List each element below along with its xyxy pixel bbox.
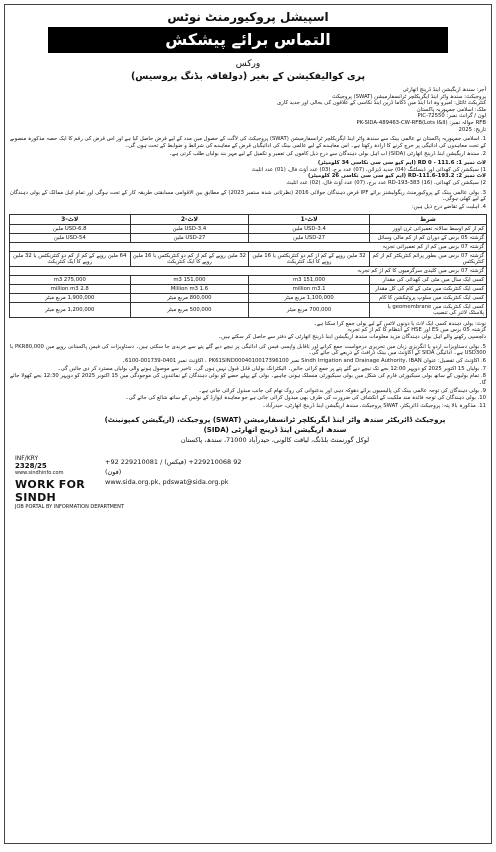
table-row: [10, 284, 487, 293]
note-line: دلچسپی رکھنے والے اہل بولی دہندگان مزید معلومات سندھ اریگیشن اینڈ ڈرینج اتھارٹی کے دفتر سے حاصل کر سکتے ہیں۔: [218, 333, 486, 340]
works-label: ورکس: [235, 59, 261, 69]
table-cell: USD-3.4 ملین: [130, 224, 249, 233]
paragraph: 10. بولی دہندگان کی توجہ فائدہ مند ملکیت کے انکشاف کی ضرورت کی طرف بھی مبذول کرائی جاتی ہے جو معاہدہ ایوارڈ کے نوٹس کے ساتھ شائع کی جائے گی۔: [125, 395, 486, 402]
notice-footer: [5, 415, 491, 510]
table-cell: کسی ایک کنٹریکٹ میں سلوپ پروٹیکشن کا کام: [369, 293, 486, 302]
table-row: [10, 293, 487, 302]
table-row: [10, 242, 487, 251]
paragraph: 4. اہلیت کے تقاضے درج ذیل ہیں:: [412, 204, 486, 211]
table-cell: USD-54 ملین: [10, 233, 131, 242]
numbered-paragraphs: [5, 344, 491, 410]
table-cell: کسی ایک کنٹریکٹ میں geomembrane یا پلاسٹک لائنر کی تنصیب: [369, 302, 486, 317]
lots-list: [5, 160, 491, 186]
paragraph: 2. سندھ اریگیشن اینڈ ڈرینج اتھارٹی (SIDA) اب اہل بولی دہندگان سے درج ذیل کاموں کی تعمیر و تکمیل کے لیے مہر بند بولیاں طلب کرتی ہے۔: [168, 150, 486, 157]
note-line: گزشتہ 05 برس میں ES اور HSE کے انتظام کا کم از کم تجربہ: [347, 327, 486, 334]
logo-tagline: JOB PORTAL BY INFORMATION DEPARTMENT: [15, 503, 124, 510]
table-cell: کم از کم اوسط سالانہ تعمیراتی ٹرن اوور: [369, 224, 486, 233]
project-info-line: ملک: اسلامی جمہوریہ پاکستان: [416, 106, 486, 113]
project-info-line: RFB حوالہ نمبر: PK-SIDA-489463-CW-RFB(Lots I&II): [356, 119, 486, 126]
logo-website: www.sindhinfo.com: [15, 469, 64, 476]
table-cell: 64 ملین روپے کے کم از کم دو کنٹریکٹس یا 32 ملین روپے کا ایک کنٹریکٹ: [10, 251, 131, 266]
table-header-cell: شرط: [369, 214, 486, 224]
table-cell: کسی ایک کنٹریکٹ میں مٹی کے کام کی کل مقدار: [369, 284, 486, 293]
contact-block: [105, 457, 255, 487]
table-cell: کسی ایک سال میں مٹی کی کھدائی کی مقدار: [369, 275, 486, 284]
paragraph: 3. بولی عالمی بینک کے پروکیورمنٹ ریگولیشنز برائے IPF قرض دہندگان جولائی 2016 (نظرثانی شدہ ستمبر 2023) کے مطابق بین الاقوامی مسابقتی طریقہ کار کے تحت ہوگی اور تمام اہل ممالک کے بولی دہندگان کے لیے کھلی ہوگی۔: [10, 189, 486, 203]
project-info: [5, 87, 491, 133]
paragraph: 9. بولی دہندگان کی توجہ عالمی بینک کی پالیسیوں برائے دھوکہ دہی اور بدعنوانی کی روک تھام کی جانب مبذول کرائی جاتی ہے۔: [198, 387, 486, 394]
intro-paragraphs: [5, 136, 491, 157]
table-header-cell: لاٹ-3: [10, 214, 131, 224]
table-cell: 32 ملین روپے کے کم از کم دو کنٹریکٹس یا 16 ملین روپے کا ایک کنٹریکٹ: [130, 251, 249, 266]
table-cell: 275,000 m3: [10, 275, 131, 284]
table-cell: 1.6 Million m3: [130, 284, 249, 293]
table-row: [10, 251, 487, 266]
lot-heading: لاٹ نمبر 1: RD 0 - 111.6 (ایم کیو سی سی نکاسی 34 کلومیٹر): [317, 160, 486, 167]
table-cell: 700,000 مربع میٹر: [249, 302, 369, 317]
table-header-cell: لاٹ-2: [130, 214, 249, 224]
table-cell: USD-27 ملین: [130, 233, 249, 242]
table-cell: USD-6.8 ملین: [10, 224, 131, 233]
paragraph: 8. تمام بولیوں کے ساتھ بولی سیکیورٹی فارم کی شکل میں بولی سیکیورٹی منسلک ہونی چاہیے۔ بولی کے پہلے حصے کو بولی دہندگان کے نمائندوں کی موجودگی میں 15 اکتوبر 2025 کو دوپہر 12:30 بجے کھولا جائے گا۔: [10, 373, 486, 387]
inf-label: INF/KRY: [15, 454, 39, 462]
table-header-cell: لاٹ-1: [249, 214, 369, 224]
signature-block: [65, 415, 485, 445]
lot-detail: 2) سیکشن کی کھدائی، RD-193-383 (16) عدد برج، (07) عدد آؤٹ فال، (02) عدد انلیٹ: [286, 180, 486, 187]
table-cell: 32 ملین روپے کے کم از کم دو کنٹریکٹس یا 16 ملین روپے کا ایک کنٹریکٹ: [249, 251, 369, 266]
table-section-cell: گزشتہ 07 برس میں کلیدی سرگرمیوں کا کم از کم تجربہ: [10, 266, 487, 275]
table-cell: 1,900,000 مربع میٹر: [10, 293, 131, 302]
table-cell: 1,200,000 مربع میٹر: [10, 302, 131, 317]
table-row: [10, 275, 487, 284]
lot-heading: لاٹ نمبر 2: RD-111.6-193.2 (ایم کیو سی سی نکاسی 26 کلومیٹر): [308, 173, 486, 180]
table-cell: 1.million m3: [249, 284, 369, 293]
table-cell: گزشتہ 05 برس کے دوران کم از کم مالی وسائل: [369, 233, 486, 242]
project-info-line: آجر: سندھ اریگیشن اینڈ ڈرینج اتھارٹی: [402, 87, 486, 93]
project-info-line: لون / گرانٹ نمبر: 72550-PIC: [417, 113, 486, 120]
notice-page: [4, 4, 492, 844]
table-cell: 1,100,000 مربع میٹر: [249, 293, 369, 302]
table-row: [10, 233, 487, 242]
notice-subtitle: پری کوالیفکیشن کے بغیر (دولفافہ بڈنگ پروسیس): [130, 71, 366, 82]
paragraph: 11. مذکورہ بالا پتہ: پروجیکٹ ڈائریکٹر، SWAT پروجیکٹ، سندھ اریگیشن اینڈ ڈرینج اتھارٹی، حیدرآباد۔: [262, 403, 486, 410]
invitation-banner: التماس برائے پیشکش: [48, 27, 448, 53]
authority-name: سندھ اریگیشن اینڈ ڈرینج اتھارٹی (SIDA): [203, 425, 347, 434]
work-for-sindh-logo: [15, 455, 125, 510]
web-email-line[interactable]: www.sida.org.pk, pdswat@sida.org.pk: [105, 477, 229, 486]
qualification-table: [9, 214, 487, 318]
table-cell: 2.8 million m3: [10, 284, 131, 293]
paragraph: 1. اسلامی جمہوریہ پاکستان نے عالمی بینک سے سندھ واٹر اینڈ ایگریکلچر ٹرانسفارمیشن (SWAT) پروجیکٹ کی لاگت کے حصول میں مدد کے لیے قرض حاصل کیا ہے اور اس قرض کی رقم کا ایک حصہ مذکورہ منصوبے کے تحت معاہدوں کی ادائیگی پر خرچ کرنے کا ارادہ رکھتا ہے۔ اس معاہدے کے لیے عالمی بینک کی ادائیگیاں قرض کے معاہدے کی شرائط و ضوابط کے تحت ہوں گی۔: [10, 136, 486, 149]
phone-line: +92 229210081 / (فیکس) +92 229210068 (فون): [105, 457, 242, 476]
project-info-line: پروجیکٹ: سندھ واٹر اینڈ ایگریکلچر ٹرانسفارمیشن (SWAT) پروجیکٹ: [331, 93, 486, 100]
paragraph: 6. اکاؤنٹ کی تفصیل: عنوان Sindh Irrigation and Drainage Authority، IBAN نمبر PK61SIND0004010017396100 ، اکاؤنٹ نمبر 0401-001739-6100۔: [121, 357, 486, 364]
table-row: [10, 224, 487, 233]
paragraph: 5. بولی دستاویزات اردو یا انگریزی زبان میں تحریری درخواست جمع کرانے اور ناقابل واپسی فیس کی ادائیگی پر نیچے دیے گئے پتے سے خریدی جا سکتی ہیں۔ دستاویزات کی فیس پاکستانی روپے میں PKR80,000 یا USD300 ہے۔ ادائیگی SIDA کے اکاؤنٹ میں بینک ڈرافٹ کے ذریعے کی جائے گی۔: [10, 343, 486, 357]
project-info-line: کنٹریکٹ ٹائٹل: امیرو وہ ادا اینڈ میں ڈکاما ڈرین اینڈ نکاسی کے علاقوں کی بحالی اور جدید کاری: [277, 100, 486, 107]
table-section-cell: گزشتہ 07 برس میں کم از کم تعمیراتی تجربہ: [10, 242, 487, 251]
table-cell: 800,000 مربع میٹر: [130, 293, 249, 302]
table-header-row: [10, 214, 487, 224]
bidding-paragraphs: [5, 190, 491, 211]
table-row: [10, 266, 487, 275]
inf-number: 2328/25: [15, 461, 47, 470]
lot-detail: 1) سیکشن کی کھدائی اور ڈیسلٹنگ (04) جدید ڈیزائن، (07) عدد برج، (03) عدد آؤٹ فال، (01) عدد انلیٹ: [251, 166, 486, 173]
notice-top-title: اسپیشل پروکیورمنٹ نوٹس: [167, 10, 329, 24]
note-line: نوٹ: بولی دہندہ کسی ایک لاٹ یا دونوں لاٹس کے لیے بولی جمع کرا سکتا ہے۔: [313, 320, 486, 327]
signature-title: پروجیکٹ ڈائریکٹر سندھ واٹر اینڈ ایگریکلچر ٹرانسفارمیشن (SWAT) پروجیکٹ، (اریگیشن کمپونینٹ): [104, 415, 446, 424]
table-row: [10, 302, 487, 317]
table-cell: 151,000 m3: [130, 275, 249, 284]
table-cell: 151,000 m3: [249, 275, 369, 284]
table-cell: USD-3.4 ملین: [249, 224, 369, 233]
table-cell: گزشتہ 07 برس میں بطور پرائم کنٹریکٹر کم از کم کنٹریکٹس: [369, 251, 486, 266]
table-cell: USD-27 ملین: [249, 233, 369, 242]
office-address: لوکل گورنمنٹ بلڈنگ، لیاقت کالونی، حیدرآباد 71000، سندھ، پاکستان: [180, 435, 370, 444]
project-info-line: تاریخ: 2025: [458, 126, 486, 133]
paragraph: 7. بولیاں 15 اکتوبر 2025 کو دوپہر 12:00 بجے تک نیچے دیے گئے پتے پر جمع کرائی جائیں۔ الیکٹرانک بولیاں قابل قبول نہیں ہوں گی۔ تاخیر سے موصول ہونے والی بولیاں مسترد کر دی جائیں گی۔: [57, 365, 486, 372]
logo-brand-text: WORK FOR SINDH: [15, 477, 86, 504]
after-table-notes: [5, 321, 491, 341]
table-cell: 500,000 مربع میٹر: [130, 302, 249, 317]
